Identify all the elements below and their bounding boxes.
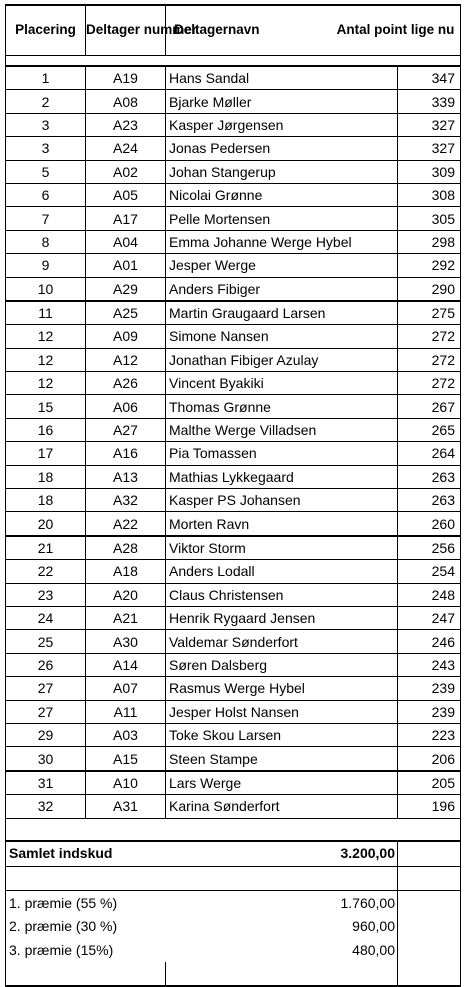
row-point: 290	[398, 277, 461, 301]
row-placering: 26	[6, 653, 86, 676]
row-point: 260	[398, 512, 461, 536]
table-row	[6, 536, 461, 560]
row-deltagernavn: Søren Dalsberg	[166, 653, 398, 676]
row-deltager-nummer: A05	[86, 183, 166, 206]
row-deltager-nummer: A04	[86, 230, 166, 253]
row-deltagernavn: Jonathan Fibiger Azulay	[166, 348, 398, 371]
row-point: 239	[398, 677, 461, 700]
row-deltagernavn: Anders Lodall	[166, 560, 398, 583]
total-value: 3.200,00	[341, 845, 396, 861]
row-placering: 3	[6, 137, 86, 160]
row-deltager-nummer: A32	[86, 489, 166, 512]
prize-cell	[6, 938, 398, 962]
row-deltager-nummer: A31	[86, 795, 166, 818]
table-row	[6, 771, 461, 795]
row-point: 264	[398, 442, 461, 465]
table-row	[6, 137, 461, 160]
row-point: 327	[398, 137, 461, 160]
row-placering: 27	[6, 677, 86, 700]
table-row	[6, 700, 461, 723]
row-placering: 5	[6, 160, 86, 183]
table-row	[6, 254, 461, 277]
row-placering: 6	[6, 183, 86, 206]
row-deltagernavn: Martin Graugaard Larsen	[166, 301, 398, 325]
row-deltager-nummer: A29	[86, 277, 166, 301]
row-point: 272	[398, 325, 461, 348]
row-placering: 7	[6, 207, 86, 230]
prize-value: 1.760,00	[341, 895, 396, 911]
row-deltagernavn: Jonas Pedersen	[166, 137, 398, 160]
prize-value: 960,00	[352, 918, 395, 934]
row-deltagernavn: Pelle Mortensen	[166, 207, 398, 230]
table-row	[6, 277, 461, 301]
row-point: 263	[398, 489, 461, 512]
row-deltager-nummer: A16	[86, 442, 166, 465]
row-deltagernavn: Viktor Storm	[166, 536, 398, 560]
row-deltagernavn: Emma Johanne Werge Hybel	[166, 230, 398, 253]
row-point: 205	[398, 771, 461, 795]
row-point: 347	[398, 67, 461, 90]
table-row	[6, 630, 461, 653]
row-deltager-nummer: A18	[86, 560, 166, 583]
table-row	[6, 465, 461, 488]
table-row	[6, 113, 461, 136]
table-row	[6, 560, 461, 583]
row-deltager-nummer: A30	[86, 630, 166, 653]
row-point: 239	[398, 700, 461, 723]
row-deltager-nummer: A13	[86, 465, 166, 488]
row-deltagernavn: Kasper Jørgensen	[166, 113, 398, 136]
spacer-row	[6, 55, 461, 66]
row-placering: 17	[6, 442, 86, 465]
row-deltagernavn: Nicolai Grønne	[166, 183, 398, 206]
prize-label: 2. præmie (30 %)	[9, 918, 117, 934]
row-point: 267	[398, 395, 461, 418]
standings-table	[5, 4, 461, 67]
row-placering: 15	[6, 395, 86, 418]
table-row	[6, 301, 461, 325]
row-deltager-nummer: A14	[86, 653, 166, 676]
row-placering: 25	[6, 630, 86, 653]
prize-row	[6, 914, 461, 938]
row-deltager-nummer: A10	[86, 771, 166, 795]
table-row	[6, 348, 461, 371]
row-deltager-nummer: A01	[86, 254, 166, 277]
leaderboard-sheet	[5, 4, 460, 987]
table-row	[6, 372, 461, 395]
header-row	[6, 5, 461, 55]
header-antal-point: Antal point lige nu	[398, 5, 461, 55]
total-row	[6, 841, 461, 867]
header-deltager-nummer: Deltager nummer	[86, 5, 166, 55]
row-placering: 1	[6, 67, 86, 90]
table-row	[6, 747, 461, 771]
table-row	[6, 723, 461, 746]
row-placering: 8	[6, 230, 86, 253]
row-placering: 24	[6, 606, 86, 629]
row-deltagernavn: Malthe Werge Villadsen	[166, 418, 398, 441]
row-point: 308	[398, 183, 461, 206]
prize-row	[6, 938, 461, 962]
summary-spacer	[6, 819, 461, 841]
row-deltagernavn: Bjarke Møller	[166, 90, 398, 113]
row-deltagernavn: Simone Nansen	[166, 325, 398, 348]
row-point: 206	[398, 747, 461, 771]
row-deltagernavn: Anders Fibiger	[166, 277, 398, 301]
row-point: 339	[398, 90, 461, 113]
summary-table	[5, 819, 461, 987]
total-cell	[6, 841, 398, 867]
table-row	[6, 183, 461, 206]
row-deltagernavn: Pia Tomassen	[166, 442, 398, 465]
row-point: 248	[398, 583, 461, 606]
row-deltager-nummer: A12	[86, 348, 166, 371]
row-deltagernavn: Johan Stangerup	[166, 160, 398, 183]
row-point: 247	[398, 606, 461, 629]
row-placering: 10	[6, 277, 86, 301]
row-point: 196	[398, 795, 461, 818]
row-placering: 27	[6, 700, 86, 723]
row-deltager-nummer: A11	[86, 700, 166, 723]
total-label: Samlet indskud	[9, 845, 112, 861]
header-deltagernavn: Deltagernavn	[166, 5, 398, 55]
row-placering: 16	[6, 418, 86, 441]
row-deltager-nummer: A20	[86, 583, 166, 606]
summary-end-row	[6, 962, 461, 986]
row-deltager-nummer: A28	[86, 536, 166, 560]
table-row	[6, 795, 461, 818]
row-deltagernavn: Jesper Werge	[166, 254, 398, 277]
row-point: 292	[398, 254, 461, 277]
row-deltagernavn: Valdemar Sønderfort	[166, 630, 398, 653]
row-placering: 21	[6, 536, 86, 560]
row-deltagernavn: Toke Skou Larsen	[166, 723, 398, 746]
table-row	[6, 606, 461, 629]
row-deltager-nummer: A09	[86, 325, 166, 348]
row-placering: 30	[6, 747, 86, 771]
row-placering: 12	[6, 348, 86, 371]
table-row	[6, 489, 461, 512]
row-placering: 12	[6, 372, 86, 395]
row-point: 254	[398, 560, 461, 583]
row-point: 263	[398, 465, 461, 488]
prize-label: 1. præmie (55 %)	[9, 895, 117, 911]
row-point: 223	[398, 723, 461, 746]
summary-blank-row	[6, 866, 461, 890]
row-deltager-nummer: A27	[86, 418, 166, 441]
row-point: 246	[398, 630, 461, 653]
row-point: 305	[398, 207, 461, 230]
row-point: 298	[398, 230, 461, 253]
table-row	[6, 653, 461, 676]
prize-row	[6, 890, 461, 914]
row-deltagernavn: Karina Sønderfort	[166, 795, 398, 818]
table-row	[6, 418, 461, 441]
table-row	[6, 67, 461, 90]
row-deltagernavn: Vincent Byakiki	[166, 372, 398, 395]
row-placering: 23	[6, 583, 86, 606]
row-deltagernavn: Rasmus Werge Hybel	[166, 677, 398, 700]
row-deltager-nummer: A25	[86, 301, 166, 325]
table-row	[6, 395, 461, 418]
row-deltagernavn: Mathias Lykkegaard	[166, 465, 398, 488]
row-deltager-nummer: A02	[86, 160, 166, 183]
row-deltagernavn: Claus Christensen	[166, 583, 398, 606]
row-point: 243	[398, 653, 461, 676]
row-placering: 18	[6, 489, 86, 512]
row-deltager-nummer: A06	[86, 395, 166, 418]
table-row	[6, 677, 461, 700]
row-deltager-nummer: A22	[86, 512, 166, 536]
row-deltagernavn: Thomas Grønne	[166, 395, 398, 418]
row-deltagernavn: Morten Ravn	[166, 512, 398, 536]
row-deltager-nummer: A26	[86, 372, 166, 395]
row-point: 256	[398, 536, 461, 560]
table-row	[6, 442, 461, 465]
table-row	[6, 207, 461, 230]
prize-cell	[6, 890, 398, 914]
row-placering: 3	[6, 113, 86, 136]
row-deltager-nummer: A19	[86, 67, 166, 90]
row-placering: 20	[6, 512, 86, 536]
row-deltagernavn: Jesper Holst Nansen	[166, 700, 398, 723]
row-deltagernavn: Henrik Rygaard Jensen	[166, 606, 398, 629]
row-deltager-nummer: A15	[86, 747, 166, 771]
row-point: 272	[398, 348, 461, 371]
row-point: 265	[398, 418, 461, 441]
row-deltagernavn: Steen Stampe	[166, 747, 398, 771]
row-placering: 2	[6, 90, 86, 113]
row-deltagernavn: Lars Werge	[166, 771, 398, 795]
row-placering: 12	[6, 325, 86, 348]
row-placering: 18	[6, 465, 86, 488]
table-row	[6, 325, 461, 348]
row-deltager-nummer: A24	[86, 137, 166, 160]
row-point: 275	[398, 301, 461, 325]
table-row	[6, 512, 461, 536]
row-placering: 32	[6, 795, 86, 818]
table-row	[6, 90, 461, 113]
table-row	[6, 583, 461, 606]
row-placering: 11	[6, 301, 86, 325]
header-placering: Placering	[6, 5, 86, 55]
rows-table	[5, 67, 461, 819]
row-deltager-nummer: A03	[86, 723, 166, 746]
row-placering: 22	[6, 560, 86, 583]
row-point: 309	[398, 160, 461, 183]
row-deltagernavn: Hans Sandal	[166, 67, 398, 90]
prize-label: 3. præmie (15%)	[9, 942, 113, 958]
prize-cell	[6, 914, 398, 938]
row-placering: 31	[6, 771, 86, 795]
row-deltager-nummer: A17	[86, 207, 166, 230]
prize-value: 480,00	[352, 942, 395, 958]
row-deltagernavn: Kasper PS Johansen	[166, 489, 398, 512]
row-deltager-nummer: A08	[86, 90, 166, 113]
row-deltager-nummer: A23	[86, 113, 166, 136]
table-row	[6, 230, 461, 253]
row-placering: 9	[6, 254, 86, 277]
row-point: 327	[398, 113, 461, 136]
table-row	[6, 160, 461, 183]
row-deltager-nummer: A21	[86, 606, 166, 629]
row-point: 272	[398, 372, 461, 395]
row-deltager-nummer: A07	[86, 677, 166, 700]
row-placering: 29	[6, 723, 86, 746]
